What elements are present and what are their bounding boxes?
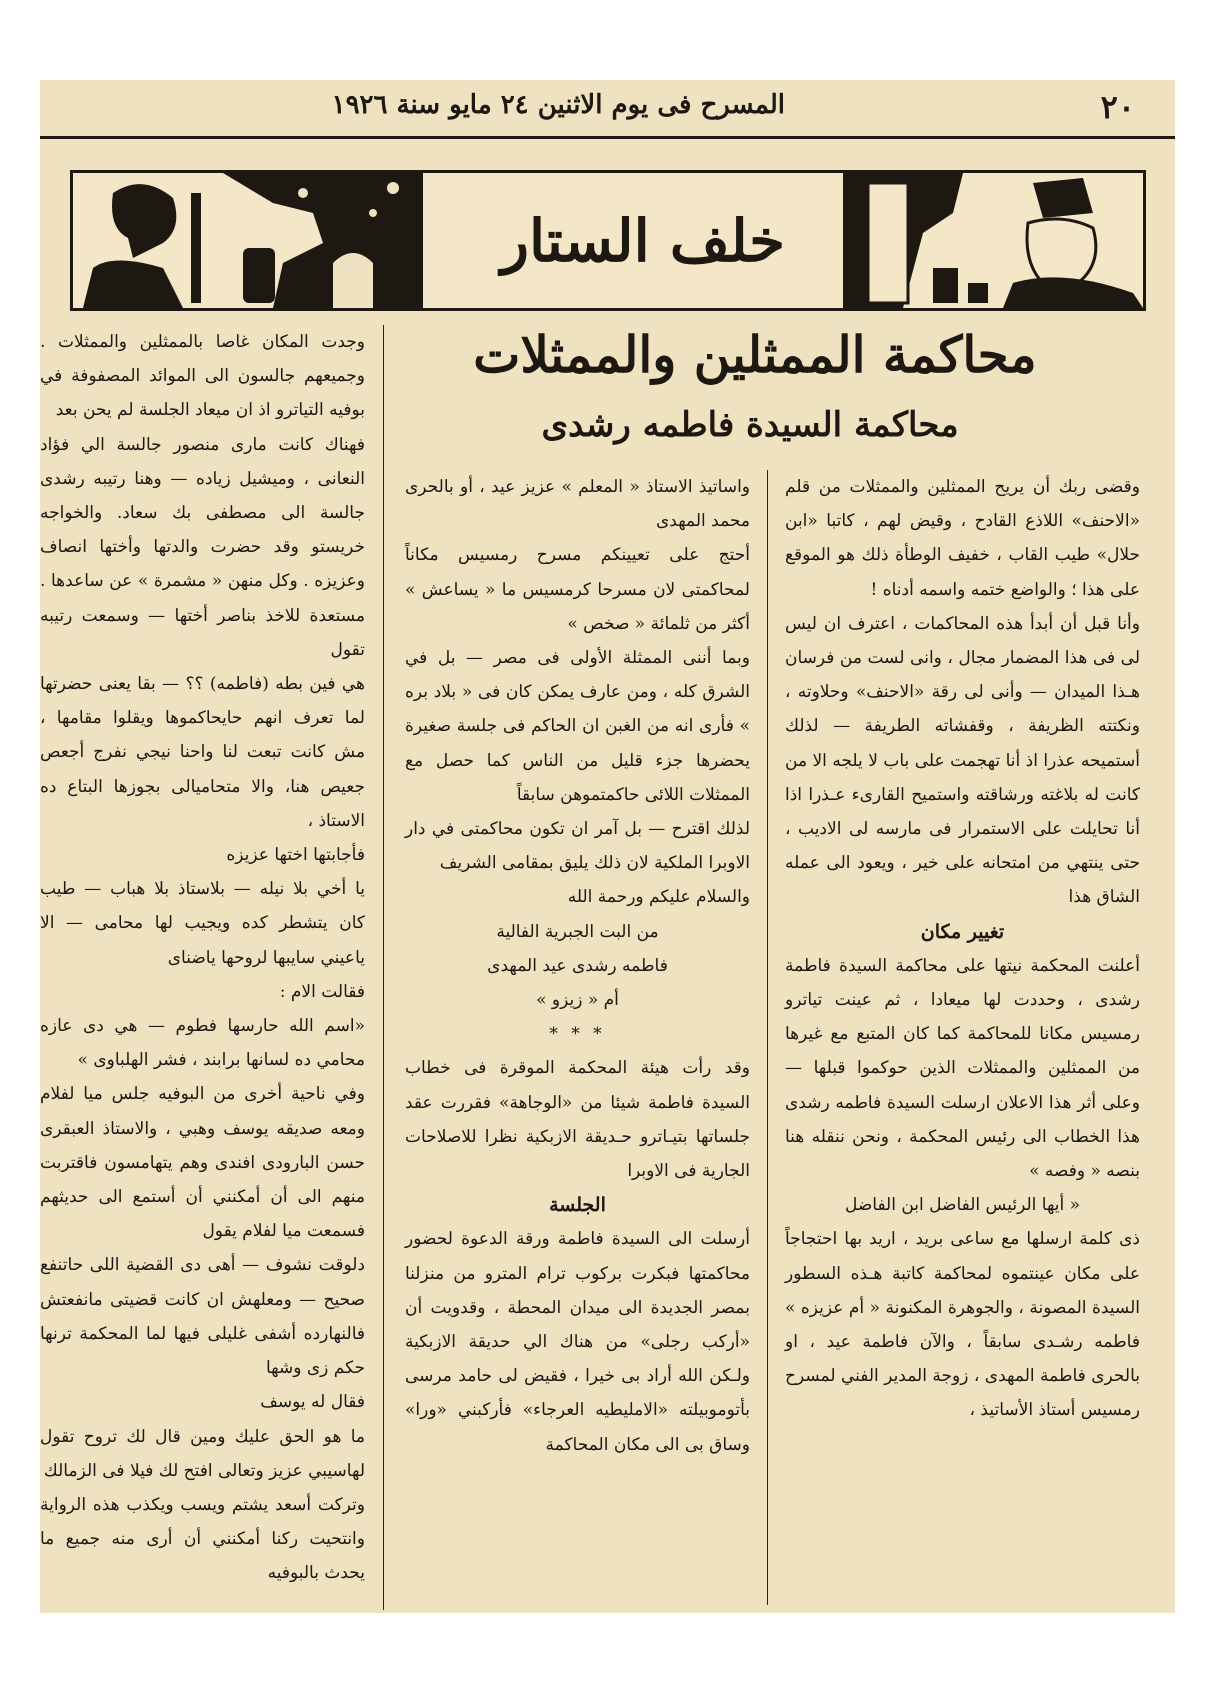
banner-title: خلف الستار: [501, 207, 785, 275]
section-subheading: الجلسة: [549, 1194, 606, 1217]
paragraph: وبما أننى الممثلة الأولى فى مصر — بل في الشرق كله ، ومن عارف يمكن كان فى « بلاد بره » فأرى انه من الغبن ان الحاكم فى جلسة صغيرة يحضرها جزء قليل من الناس كما حصل مع الممثلات اللائى حاكمتموهن سابقاً: [405, 648, 750, 805]
paragraph: لذلك اقترح — بل آمر ان تكون محاكمتى في دار الاوبرا الملكية لان ذلك يليق بمقامى الشريف: [405, 819, 750, 874]
article-column-left: [40, 325, 365, 1610]
page-number: ٢٠: [1100, 88, 1135, 126]
header-rule: [40, 136, 1175, 139]
paragraph: أحتج على تعيينكم مسرح رمسيس مكاناً لمحاكمتى لان مسرحا كرمسيس ما « يساعش » أكثر من ثلمائة « صخص »: [405, 545, 750, 634]
banner-illustration-right: [843, 173, 1143, 308]
banner-illustration-left: [73, 173, 423, 308]
article-subheadline: محاكمة السيدة فاطمه رشدى: [541, 405, 959, 445]
paragraph: دلوقت نشوف — أهى دى القضية اللى حاتنفع صحيح — ومعلهش ان كانت قضيتى مانفعتش فالنهارده أشفى غليلى فيها لما المحكمة ترنها حكم زى وشها: [40, 1255, 365, 1379]
paragraph: ذى كلمة ارسلها مع ساعى بريد ، اريد بها احتجاجاً على مكان عينتموه لمحاكمة كاتبة هـذه السطور السيدة المصونة ، والجوهرة المكنونة « أم عزيزه » فاطمه رشـدى سابقاً ، والآن فاطمة عيد ، او بالحرى فاطمة المهدى ، زوجة المدير الفني لمسرح رمسيس أستاذ الأساتيذ ،: [785, 1229, 1140, 1421]
paragraph: فقال له يوسف: [260, 1392, 365, 1413]
paragraph: وقد رأت هيئة المحكمة الموقرة فى خطاب السيدة فاطمة شيئا من «الوجاهة» فقررت عقد جلساتها بتيـاترو حـديقة الازبكية نظرا للاصلاحات الجارية فى الاوبرا: [405, 1058, 750, 1182]
paragraph: ما هو الحق عليك ومين قال لك تروح تقول لهاسيبي عزيز وتعالى افتح لك فيلا فى الزمالك: [40, 1426, 365, 1481]
article-headline: محاكمة الممثلين والممثلات: [473, 325, 1037, 384]
paragraph: فأجابتها اختها عزيزه: [226, 845, 365, 866]
letter-salutation: « أيها الرئيس الفاضل ابن الفاضل: [844, 1195, 1081, 1216]
paragraph: وجدت المكان غاصا بالممثلين والممثلات . وجميعهم جالسون الى الموائد المصفوفة في بوفيه التياترو اذ ان ميعاد الجلسة لم يحن بعد: [40, 332, 365, 421]
paragraph: «اسم الله حارسها فطوم — هي دى عازه محامي ده لسانها برابند ، فشر الهلباوى »: [40, 1016, 365, 1071]
paragraph: هي فين بطه (فاطمه) ؟؟ — بقا يعنى حضرتها لما تعرف انهم حايحاكموها ويقلوا مقامها ، مش كانت تبعت لنا واحنا نيجي نفرج أجعص جعيص هنا، والا متحاميالى بجوزها البتاع ده الاستاذ ،: [40, 674, 365, 831]
paragraph: فقالت الام :: [279, 981, 365, 1002]
letter-signature: من البت الجبرية الفالية: [496, 921, 659, 942]
issue-date-line: المسرح فى يوم الاثنين ٢٤ مايو سنة ١٩٢٦: [331, 90, 785, 120]
paragraph: واساتيذ الاستاذ « المعلم » عزيز عيد ، أو بالحرى محمد المهدى: [405, 477, 750, 532]
section-banner: [70, 170, 1146, 311]
paragraph: وقضى ربك أن يريح الممثلين والممثلات من قلم «الاحنف» اللاذع القادح ، وقيض لهم ، كاتبا «ابن حلال» طيب القاب ، خفيف الوطأة ذلك هو الموقع على هذا ؛ والواضع ختمه واسمه أدناه !: [785, 477, 1140, 600]
paragraph: أعلنت المحكمة نيتها على محاكمة السيدة فاطمة رشدى ، وحددت لها ميعادا ، ثم عينت تياترو رمسيس مكانا للمحاكمة كما كان المتبع مع غيرها من الممثلين والممثلات الذين حوكموا قبلها — وعلى أثر هذا الاعلان ارسلت السيدة فاطمه رشدى هذا الخطاب الى رئيس المحكمة ، ونحن ننقله هنا بنصه « وفصه »: [785, 955, 1140, 1182]
page-header: [40, 80, 1175, 138]
letter-signature: فاطمه رشدى عيد المهدى: [487, 955, 668, 976]
article-column-right: [785, 470, 1140, 1605]
paragraph: يا أخي بلا نيله — بلاستاذ بلا هباب — طيب كان يتشطر كده ويجيب لها محامى — الا ياعيني سايبها لروحها ياضناى: [40, 879, 365, 968]
section-subheading: تغيير مكان: [920, 920, 1005, 943]
column-divider-left: [383, 325, 384, 1610]
paragraph: أرسلت الى السيدة فاطمة ورقة الدعوة لحضور محاكمتها فبكرت بركوب ترام المترو من منزلنا بمصر الجديدة الى ميدان المحطة ، وقدويت أن «أركب رجلى» من هناك الي حديقة الازبكية ولـكن الله أراد بى خيرا ، فقيض لى حامد مرسى بأتوموبيلته «الامليطيه العرجاء» فأركبني «ورا» وساق بى الى مكان المحاكمة: [405, 1229, 750, 1455]
article-column-middle: [405, 470, 750, 1605]
paragraph: فهناك كانت مارى منصور جالسة الي فؤاد النعانى ، وميشيل زياده — وهنا رتيبه رشدى جالسة الى مصطفى بك سعاد. والخواجه خريستو وقد حضرت والدتها وأختها انصاف وعزيزه . وكل منهن « مشمرة » عن ساعدها . مستعدة للاخذ بناصر أختها — وسمعت رتيبه تقول: [40, 434, 365, 660]
column-divider-right: [767, 470, 768, 1605]
letter-signature: أم « زيزو »: [536, 990, 619, 1011]
newspaper-page: [40, 80, 1175, 1613]
paragraph: وتركت أسعد يشتم ويسب ويكذب هذه الرواية وانتحيت ركنا أمكنني أن أرى منه جميع ما يحدث بالبوفيه: [40, 1494, 365, 1584]
paragraph: وفي ناحية أخرى من البوفيه جلس ميا لفلام ومعه صديقه يوسف وهبي ، والاستاذ العبقرى حسن البارودى افندى وهم يتهامسون فاقتربت منهم الى أن أمكنني أن أستمع الى حديثهم فسمعت ميا لفلام يقول: [40, 1084, 365, 1242]
section-break-stars: * * *: [549, 1024, 606, 1045]
paragraph: والسلام عليكم ورحمة الله: [567, 887, 750, 908]
paragraph: وأنا قبل أن أبدأ هذه المحاكمات ، اعترف ان ليس لى فى هذا المضمار مجال ، وانى لست من فرسان هـذا الميدان — وأنى لى رقة «الاحنف» وحلاوته ، ونكتته الظريفة ، وقفشاته الطريفة — لذلك أستميحه عذرا اذ أنا تهجمت على باب لا يلجه الا من كانت له بلاغته ورشاقته واستميح القارىء عـذرا اذا أنا تحايلت على الاستمرار فى مارسه لى الاديب ، حتى ينتهي من امتحانه على خير ، ويعود الى عمله الشاق هذا: [785, 613, 1140, 908]
